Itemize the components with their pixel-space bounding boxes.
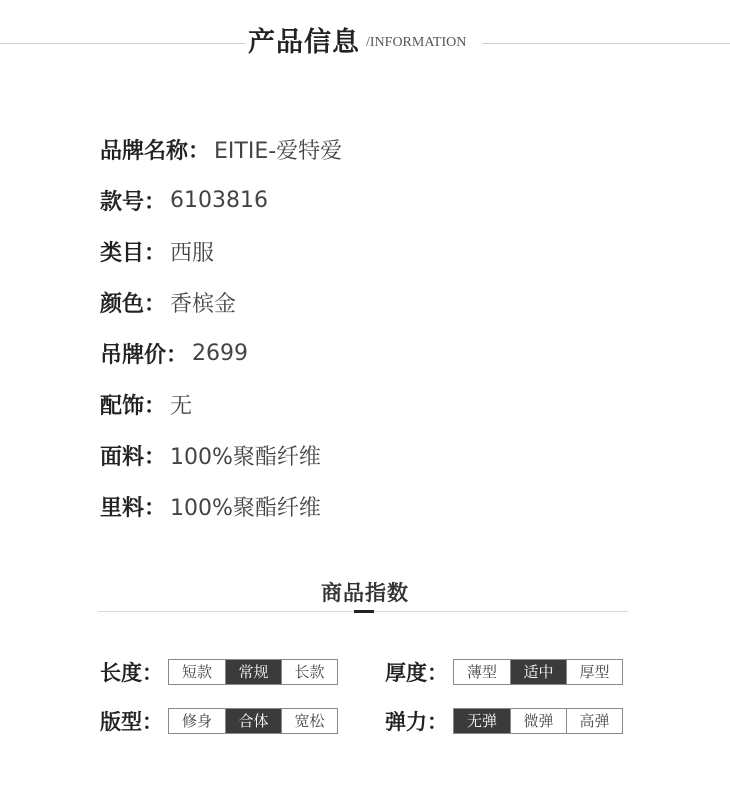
info-row-accessories [100, 379, 660, 430]
index-elasticity-options [453, 708, 623, 734]
index-thickness [385, 658, 623, 686]
info-value: 西服 [170, 241, 215, 266]
index-elasticity [385, 707, 623, 735]
index-fit-options [168, 708, 338, 734]
info-label: 款号： [100, 190, 167, 215]
index-label: 弹力： [385, 710, 448, 734]
option-long[interactable]: 长款 [281, 660, 337, 684]
index-label: 版型： [100, 710, 163, 734]
info-label: 面料： [100, 445, 167, 470]
section-subtitle: /INFORMATION [366, 35, 467, 50]
info-value: 100%聚酯纤维 [170, 496, 321, 521]
info-label: 吊牌价： [100, 343, 189, 368]
option-thin[interactable]: 薄型 [466, 663, 497, 681]
info-row-brand [100, 124, 660, 175]
option-fitted-selected[interactable]: 合体 [225, 709, 281, 733]
index-length [100, 658, 338, 686]
section-header [0, 20, 730, 70]
option-no-stretch-selected[interactable]: 无弹 [454, 709, 510, 733]
index-fit [100, 707, 338, 735]
info-label: 颜色： [100, 292, 167, 317]
info-value: 2699 [192, 341, 249, 366]
section-title: 产品信息 [248, 27, 360, 58]
index-section-marker [354, 610, 374, 613]
info-row-color [100, 277, 660, 328]
info-row-style-number [100, 175, 660, 226]
info-label: 里料： [100, 496, 167, 521]
index-section-title: 商品指数 [321, 581, 409, 605]
option-slight-stretch[interactable]: 微弹 [510, 709, 566, 733]
product-info-list [100, 124, 660, 532]
info-row-category [100, 226, 660, 277]
option-thick[interactable]: 厚型 [566, 660, 622, 684]
index-thickness-options [453, 659, 623, 685]
option-loose[interactable]: 宽松 [281, 709, 337, 733]
option-regular-selected[interactable]: 常规 [225, 660, 281, 684]
header-divider-left [0, 43, 245, 44]
index-label: 厚度： [385, 661, 448, 685]
option-slim[interactable]: 修身 [181, 712, 212, 730]
info-row-lining [100, 481, 660, 532]
option-short[interactable]: 短款 [181, 663, 212, 681]
info-value: 6103816 [170, 188, 268, 213]
index-length-options [168, 659, 338, 685]
option-medium-selected[interactable]: 适中 [510, 660, 566, 684]
index-label: 长度： [100, 661, 163, 685]
info-label: 品牌名称： [100, 139, 211, 164]
info-row-tag-price [100, 328, 660, 379]
info-label: 类目： [100, 241, 167, 266]
info-row-fabric [100, 430, 660, 481]
header-divider-right [482, 43, 730, 44]
option-high-stretch[interactable]: 高弹 [566, 709, 622, 733]
info-value: 无 [170, 394, 193, 419]
info-label: 配饰： [100, 394, 167, 419]
info-value: 香槟金 [170, 292, 237, 317]
info-value: EITIE-爱特爱 [214, 139, 343, 164]
info-value: 100%聚酯纤维 [170, 445, 321, 470]
